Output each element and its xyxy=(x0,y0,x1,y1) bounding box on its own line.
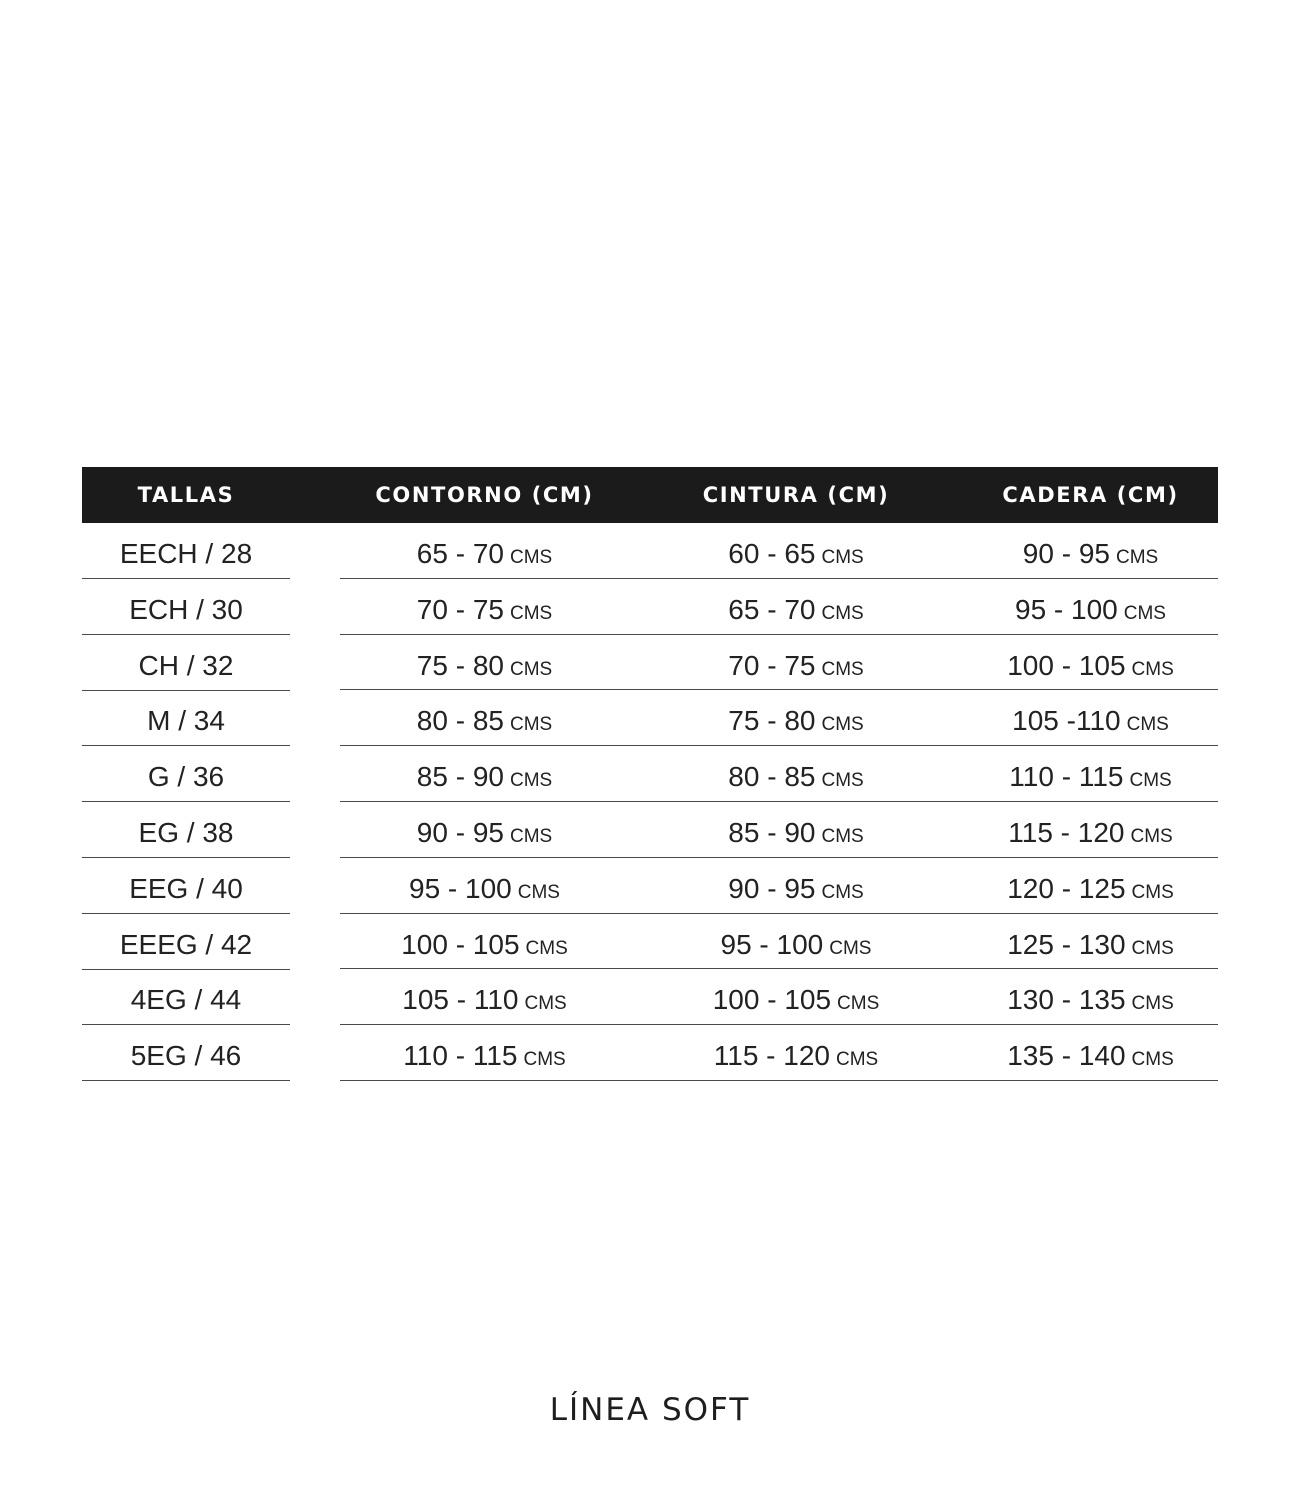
contorno-cell-value: 90 - 95 xyxy=(416,816,504,848)
cadera-cell-value: 100 - 105 xyxy=(1007,649,1126,681)
talla-cell xyxy=(82,1025,290,1081)
header-cadera: CADERA (CM) xyxy=(1002,483,1179,507)
contorno-cell xyxy=(340,914,629,969)
header-tallas: TALLAS xyxy=(137,483,235,507)
contorno-cell-unit: CMS xyxy=(524,993,567,1015)
table-row xyxy=(82,1025,1218,1081)
cintura-cell-value: 85 - 90 xyxy=(728,816,816,848)
contorno-cell xyxy=(340,523,629,578)
cintura-cell-value: 75 - 80 xyxy=(728,705,816,737)
contorno-cell-value: 65 - 70 xyxy=(416,538,504,569)
talla-cell-value: EG / 38 xyxy=(138,816,234,848)
row-divider xyxy=(340,1080,1218,1081)
talla-cell xyxy=(82,690,290,746)
cadera-cell xyxy=(963,969,1218,1024)
table-row xyxy=(82,858,1218,914)
cintura-cell-value: 95 - 100 xyxy=(720,928,824,960)
cintura-cell xyxy=(629,579,963,634)
cadera-cell-unit: CMS xyxy=(1131,937,1174,959)
cintura-cell-value: 70 - 75 xyxy=(728,649,816,681)
contorno-cell-unit: CMS xyxy=(517,881,560,903)
contorno-cell xyxy=(340,858,629,913)
contorno-cell-unit: CMS xyxy=(523,1049,566,1071)
size-chart-table xyxy=(82,467,1218,1081)
talla-cell xyxy=(82,579,290,635)
talla-cell xyxy=(82,969,290,1025)
cadera-cell xyxy=(963,690,1218,745)
cintura-cell-unit: CMS xyxy=(821,547,864,568)
cintura-cell xyxy=(629,690,963,745)
cintura-cell xyxy=(629,523,963,578)
table-row xyxy=(82,746,1218,802)
talla-cell-value: 5EG / 46 xyxy=(130,1040,242,1072)
cadera-cell-unit: CMS xyxy=(1126,714,1169,736)
cadera-cell-unit: CMS xyxy=(1115,547,1159,568)
cintura-cell xyxy=(629,635,963,690)
cintura-cell xyxy=(629,969,963,1024)
talla-cell-value: G / 36 xyxy=(147,761,225,793)
contorno-cell-value: 95 - 100 xyxy=(409,872,512,904)
table-body xyxy=(82,523,1218,1081)
talla-cell-value: EECH / 28 xyxy=(119,538,253,569)
contorno-cell-value: 70 - 75 xyxy=(416,593,504,625)
cintura-cell xyxy=(629,858,963,913)
cintura-cell-value: 65 - 70 xyxy=(728,593,816,625)
talla-cell xyxy=(82,858,290,914)
cintura-cell-unit: CMS xyxy=(821,658,864,680)
contorno-cell xyxy=(340,635,629,690)
cadera-cell-unit: CMS xyxy=(1131,881,1174,903)
talla-cell-value: ECH / 30 xyxy=(129,593,243,625)
cadera-cell-unit: CMS xyxy=(1131,1049,1174,1071)
cintura-cell xyxy=(629,1025,963,1080)
cintura-cell-value: 100 - 105 xyxy=(712,984,832,1016)
cintura-cell xyxy=(629,802,963,857)
cadera-cell-value: 130 - 135 xyxy=(1007,984,1126,1016)
contorno-cell-value: 110 - 115 xyxy=(403,1040,518,1072)
contorno-cell xyxy=(340,802,629,857)
cintura-cell-unit: CMS xyxy=(821,602,864,624)
talla-cell xyxy=(82,914,290,970)
contorno-cell-unit: CMS xyxy=(509,658,553,680)
cadera-cell-value: 90 - 95 xyxy=(1022,538,1110,569)
table-row xyxy=(82,579,1218,635)
cintura-cell-value: 60 - 65 xyxy=(728,538,816,569)
table-row xyxy=(82,690,1218,746)
cadera-cell-value: 135 - 140 xyxy=(1007,1040,1126,1072)
cadera-cell xyxy=(963,858,1218,913)
cintura-cell xyxy=(629,746,963,801)
table-row xyxy=(82,635,1218,691)
contorno-cell-unit: CMS xyxy=(525,937,568,959)
contorno-cell xyxy=(340,579,629,634)
cintura-cell xyxy=(629,914,963,969)
cintura-cell-unit: CMS xyxy=(821,714,864,736)
cintura-cell-unit: CMS xyxy=(837,993,880,1015)
cintura-cell-value: 80 - 85 xyxy=(728,761,816,793)
cadera-cell-unit: CMS xyxy=(1131,658,1174,680)
cintura-cell-unit: CMS xyxy=(836,1049,879,1071)
talla-cell xyxy=(82,802,290,858)
contorno-cell-unit: CMS xyxy=(509,825,553,847)
header-contorno: CONTORNO (CM) xyxy=(375,483,594,507)
contorno-cell-unit: CMS xyxy=(509,714,553,736)
cintura-cell-unit: CMS xyxy=(829,937,872,959)
cadera-cell-value: 120 - 125 xyxy=(1007,872,1126,904)
talla-cell xyxy=(82,523,290,579)
cintura-cell-value: 90 - 95 xyxy=(728,872,816,904)
talla-cell-value: EEEG / 42 xyxy=(119,928,253,960)
cadera-cell-value: 95 - 100 xyxy=(1015,593,1118,625)
contorno-cell xyxy=(340,1025,629,1080)
cadera-cell xyxy=(963,1025,1218,1080)
cintura-cell-unit: CMS xyxy=(821,825,864,847)
cadera-cell xyxy=(963,802,1218,857)
contorno-cell-value: 85 - 90 xyxy=(416,761,504,793)
talla-cell-value: CH / 32 xyxy=(138,649,234,681)
cadera-cell xyxy=(963,579,1218,634)
contorno-cell-unit: CMS xyxy=(509,547,553,568)
cadera-cell-unit: CMS xyxy=(1130,825,1173,847)
cadera-cell-value: 110 - 115 xyxy=(1009,761,1124,793)
talla-cell-value: EEG / 40 xyxy=(129,872,243,904)
footer-title: LÍNEA SOFT xyxy=(549,1392,751,1428)
table-row xyxy=(82,969,1218,1025)
cadera-cell-unit: CMS xyxy=(1123,602,1166,624)
contorno-cell-unit: CMS xyxy=(509,770,553,792)
cintura-cell-value: 115 - 120 xyxy=(713,1040,830,1072)
cadera-cell-value: 125 - 130 xyxy=(1007,928,1126,960)
contorno-cell xyxy=(340,969,629,1024)
cadera-cell-unit: CMS xyxy=(1131,993,1174,1015)
cintura-cell-unit: CMS xyxy=(821,881,864,903)
table-header xyxy=(82,467,1218,523)
cintura-cell-unit: CMS xyxy=(821,770,864,792)
talla-cell xyxy=(82,635,290,691)
talla-cell-value: 4EG / 44 xyxy=(130,984,242,1016)
cadera-cell-unit: CMS xyxy=(1129,770,1172,792)
cadera-cell xyxy=(963,635,1218,690)
talla-cell xyxy=(82,746,290,802)
contorno-cell-value: 75 - 80 xyxy=(416,649,504,681)
cadera-cell xyxy=(963,914,1218,969)
contorno-cell xyxy=(340,690,629,745)
table-row xyxy=(82,523,1218,579)
cadera-cell xyxy=(963,523,1218,578)
talla-cell-value: M / 34 xyxy=(147,705,225,737)
table-row xyxy=(82,802,1218,858)
cadera-cell-value: 115 - 120 xyxy=(1008,816,1125,848)
cadera-cell-value: 105 -110 xyxy=(1012,705,1121,737)
table-row xyxy=(82,914,1218,970)
contorno-cell-value: 100 - 105 xyxy=(401,928,520,960)
contorno-cell-unit: CMS xyxy=(509,602,553,624)
contorno-cell-value: 105 - 110 xyxy=(402,984,519,1016)
contorno-cell-value: 80 - 85 xyxy=(416,705,504,737)
contorno-cell xyxy=(340,746,629,801)
cadera-cell xyxy=(963,746,1218,801)
header-cintura: CINTURA (CM) xyxy=(702,483,890,507)
